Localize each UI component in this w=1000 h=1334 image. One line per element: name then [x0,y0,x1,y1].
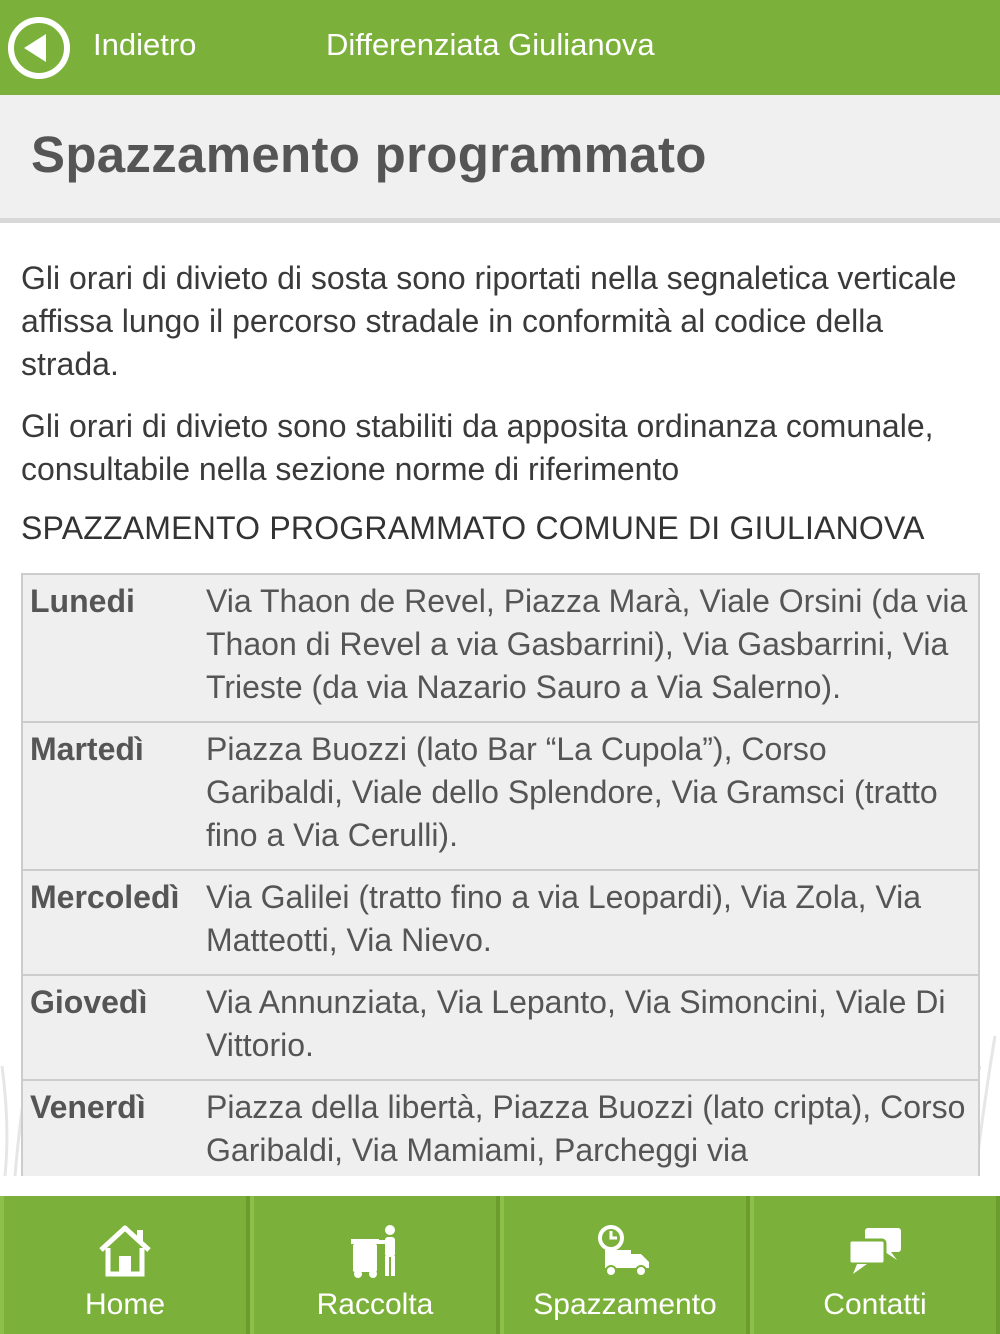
day-cell: Venerdì [30,1089,146,1125]
app-title: Differenziata Giulianova [326,27,655,62]
streets-cell: Via Thaon de Revel, Piazza Marà, Viale Orsini (da via Thaon di Revel a via Gasbarrini), Via Gasbarrini, Via Trieste (da via Nazario Sauro a Via Salerno). [206,583,968,705]
back-button[interactable] [6,15,72,81]
tab-raccolta[interactable] [250,1196,500,1334]
tab-spazzamento[interactable] [500,1196,750,1334]
tab-contatti[interactable] [750,1196,1000,1334]
tab-label: Contatti [823,1288,927,1321]
day-cell: Lunedi [30,583,135,619]
tab-label: Spazzamento [533,1288,717,1321]
top-bar [0,0,1000,95]
bottom-tab-bar [0,1196,1000,1334]
table-row [23,721,978,869]
info-paragraph-ordinance: Gli orari di divieto sono stabiliti da apposita ordinanza comunale, consultabile nella sezione norme di riferimento [21,408,934,487]
chat-bubbles-icon [847,1224,903,1278]
streets-cell: Via Galilei (tratto fino a via Leopardi), Via Zola, Via Matteotti, Via Nievo. [206,879,922,958]
page-title: Spazzamento programmato [31,126,707,183]
schedule-table [21,573,980,1176]
home-icon [97,1224,153,1278]
table-row [23,1079,978,1176]
streets-cell: Piazza Buozzi (lato Bar “La Cupola”), Corso Garibaldi, Viale dello Splendore, Via Gramsci (tratto fino a Via Cerulli). [206,731,938,853]
day-cell: Mercoledì [30,879,180,915]
streets-cell: Piazza della libertà, Piazza Buozzi (lato cripta), Corso Garibaldi, Via Mamiami, Parcheggi via [206,1089,966,1168]
table-row [23,974,978,1079]
street-sweeper-icon [597,1224,653,1278]
info-paragraph-parking: Gli orari di divieto di sosta sono riportati nella segnaletica verticale affissa lungo il percorso stradale in conformità al codice della strada. [21,260,957,382]
tab-home[interactable] [0,1196,250,1334]
table-row [23,869,978,974]
back-label[interactable]: Indietro [93,27,197,62]
waste-collection-icon [347,1224,403,1278]
tab-label: Home [84,1288,166,1321]
content-scroll-area[interactable] [0,223,1000,1176]
schedule-heading: SPAZZAMENTO PROGRAMMATO COMUNE DI GIULIANOVA [21,510,925,546]
table-row [23,575,978,721]
tab-label: Raccolta [316,1288,434,1321]
day-cell: Martedì [30,731,144,767]
back-arrow-icon [6,15,72,81]
streets-cell: Via Annunziata, Via Lepanto, Via Simoncini, Viale Di Vittorio. [206,984,946,1063]
day-cell: Giovedì [30,984,148,1020]
section-header [0,95,1000,223]
